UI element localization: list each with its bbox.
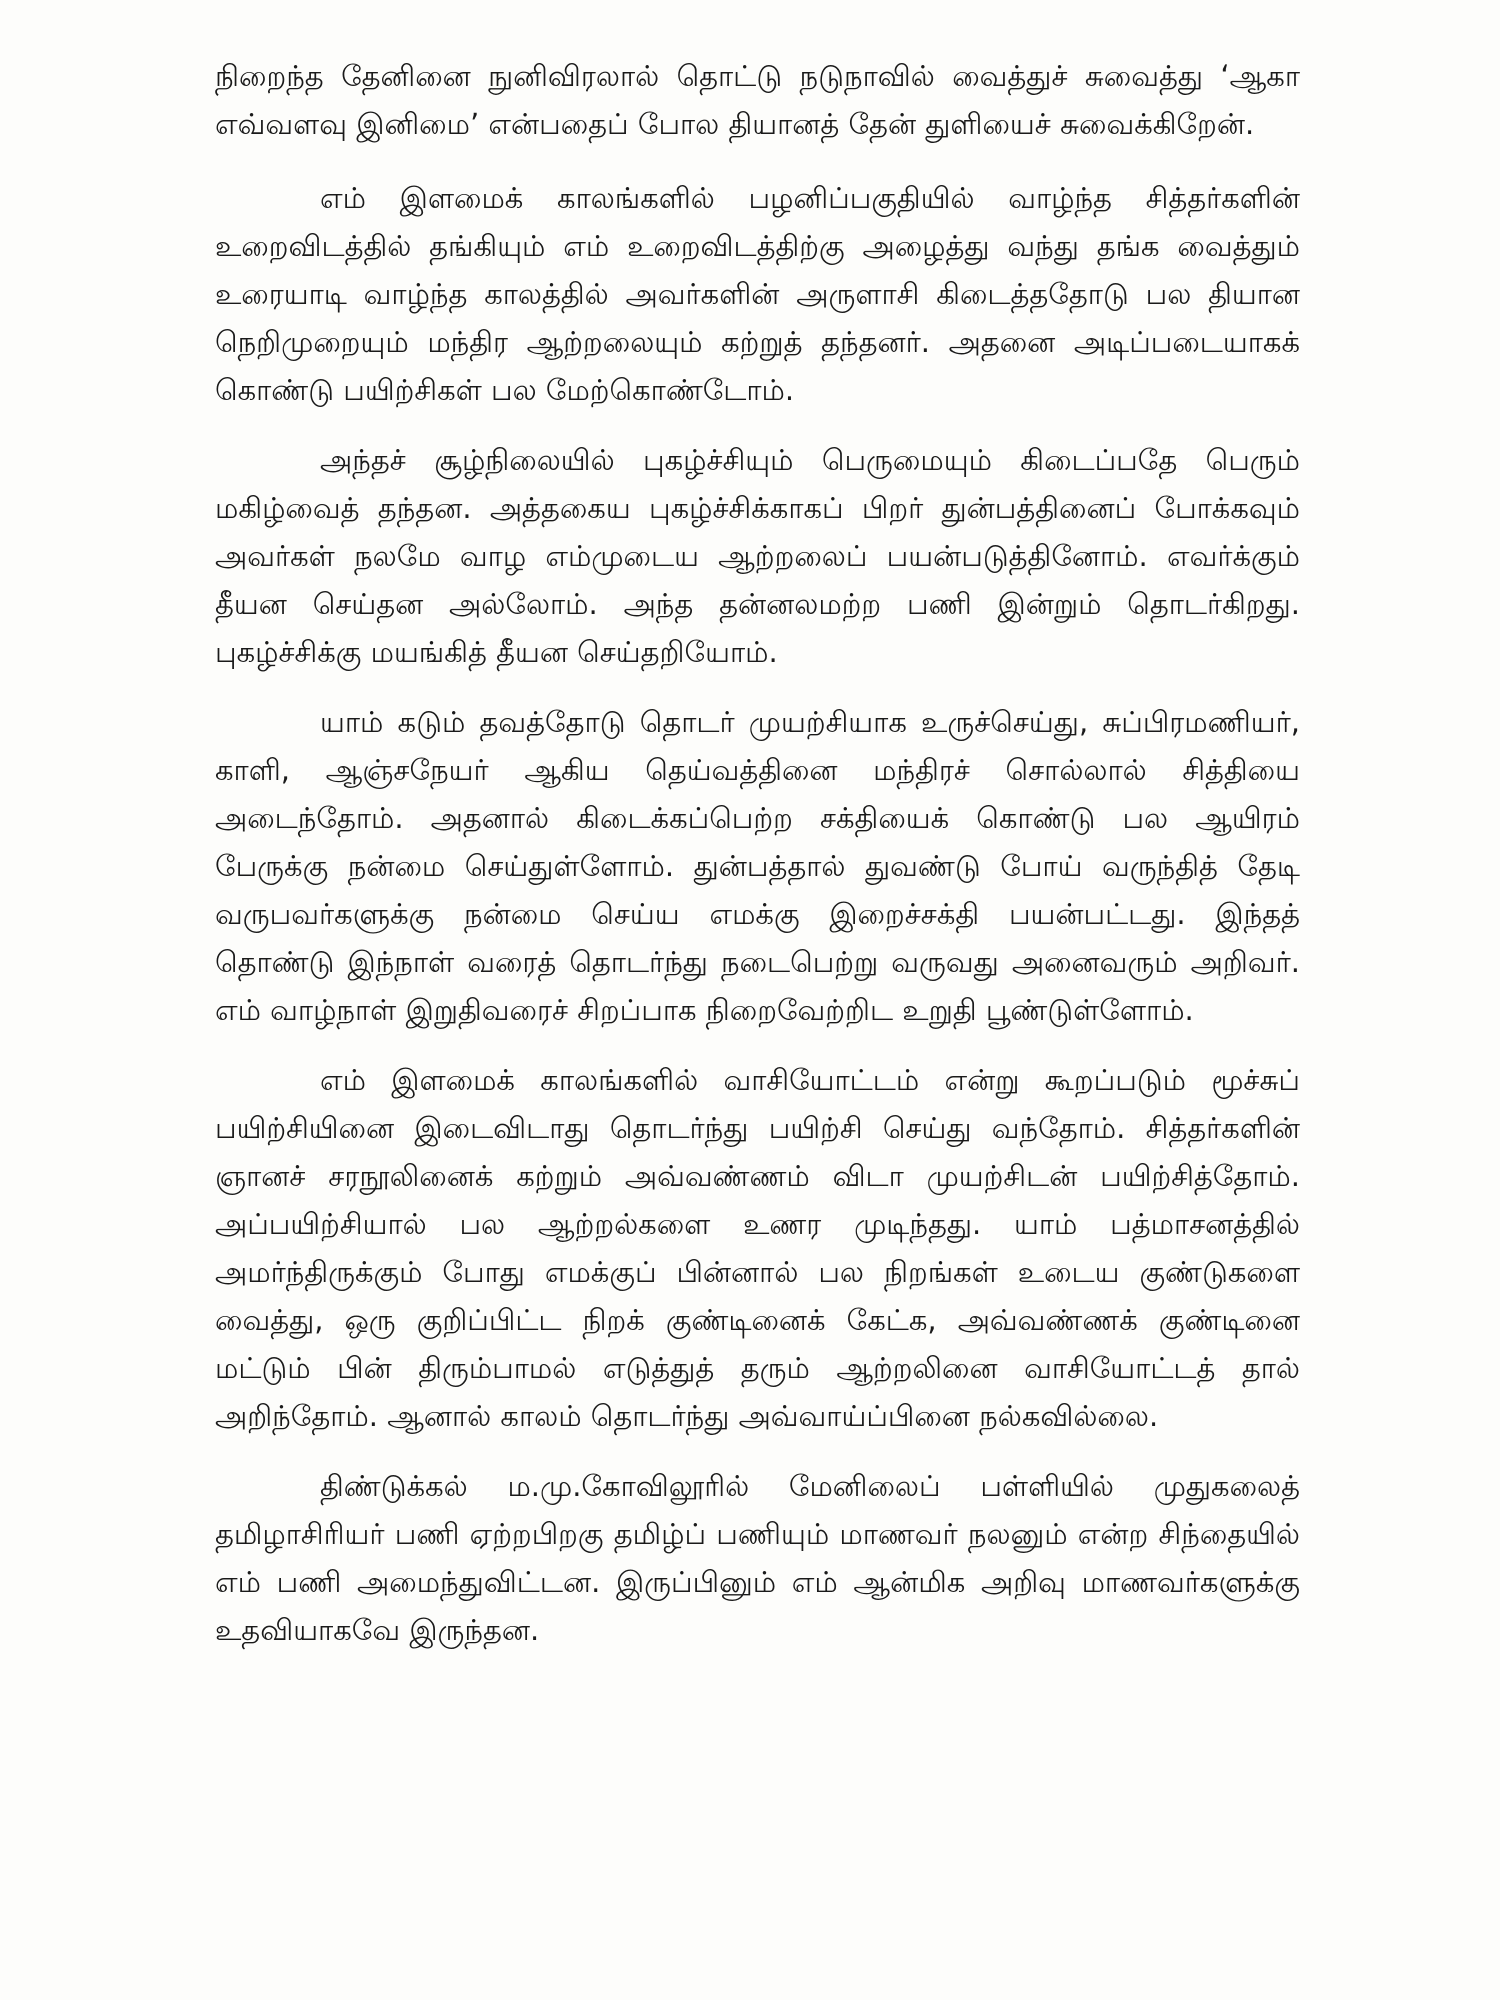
paragraph-3: அந்தச் சூழ்நிலையில் புகழ்ச்சியும் பெருமையும் கிடைப்பதே பெரும் மகிழ்வைத் தந்தன. அத்தகைய புகழ்ச்சிக்காகப் பிறர் துன்பத்தினைப் போக்கவும் அவர்கள் நலமே வாழ எம்முடைய ஆற்றலைப் பயன்படுத்தினோம். எவர்க்கும் தீயன செய்தன அல்லோம். அந்த தன்னலமற்ற பணி இன்றும் தொடர்கிறது. புகழ்ச்சிக்கு மயங்கித் தீயன செய்தறியோம். (215, 443, 1300, 669)
paragraph-6: திண்டுக்கல் ம.மு.கோவிலூரில் மேனிலைப் பள்ளியில் முதுகலைத் தமிழாசிரியர் பணி ஏற்றபிறகு தமிழ்ப் பணியும் மாணவர் நலனும் என்ற சிந்தையில் எம் பணி அமைந்துவிட்டன. இருப்பினும் எம் ஆன்மிக அறிவு மாணவர்களுக்கு உதவியாகவே இருந்தன. (215, 1469, 1300, 1647)
text-column (215, 52, 1300, 1676)
paragraph-4: யாம் கடும் தவத்தோடு தொடர் முயற்சியாக உருச்செய்து, சுப்பிரமணியர், காளி, ஆஞ்சநேயர் ஆகிய தெய்வத்தினை மந்திரச் சொல்லால் சித்தியை அடைந்தோம். அதனால் கிடைக்கப்பெற்ற சக்தியைக் கொண்டு பல ஆயிரம் பேருக்கு நன்மை செய்துள்ளோம். துன்பத்தால் துவண்டு போய் வருந்தித் தேடி வருபவர்களுக்கு நன்மை செய்ய எமக்கு இறைச்சக்தி பயன்பட்டது. இந்தத் தொண்டு இந்நாள் வரைத் தொடர்ந்து நடைபெற்று வருவது அனைவரும் அறிவர். எம் வாழ்நாள் இறுதிவரைச் சிறப்பாக நிறைவேற்றிட உறுதி பூண்டுள்ளோம். (215, 705, 1300, 1027)
paragraph-1: நிறைந்த தேனினை நுனிவிரலால் தொட்டு நடுநாவில் வைத்துச் சுவைத்து ‘ஆகா எவ்வளவு இனிமை’ என்பதைப் போல தியானத் தேன் துளியைச் சுவைக்கிறேன். (215, 59, 1300, 141)
paragraph-5: எம் இளமைக் காலங்களில் வாசியோட்டம் என்று கூறப்படும் மூச்சுப் பயிற்சியினை இடைவிடாது தொடர்ந்து பயிற்சி செய்து வந்தோம். சித்தர்களின் ஞானச் சரநூலினைக் கற்றும் அவ்வண்ணம் விடா முயற்சிடன் பயிற்சித்தோம். அப்பயிற்சியால் பல ஆற்றல்களை உணர முடிந்தது. யாம் பத்மாசனத்தில் அமர்ந்திருக்கும் போது எமக்குப் பின்னால் பல நிறங்கள் உடைய குண்டுகளை வைத்து, ஒரு குறிப்பிட்ட நிறக் குண்டினைக் கேட்க, அவ்வண்ணக் குண்டினை மட்டும் பின் திரும்பாமல் எடுத்துத் தரும் ஆற்றலினை வாசியோட்டத் தால் அறிந்தோம். ஆனால் காலம் தொடர்ந்து அவ்வாய்ப்பினை நல்கவில்லை. (215, 1063, 1300, 1433)
paragraph-2: எம் இளமைக் காலங்களில் பழனிப்பகுதியில் வாழ்ந்த சித்தர்களின் உறைவிடத்தில் தங்கியும் எம் உறைவிடத்திற்கு அழைத்து வந்து தங்க வைத்தும் உரையாடி வாழ்ந்த காலத்தில் அவர்களின் அருளாசி கிடைத்ததோடு பல தியான நெறிமுறையும் மந்திர ஆற்றலையும் கற்றுத் தந்தனர். அதனை அடிப்படையாகக் கொண்டு பயிற்சிகள் பல மேற்கொண்டோம். (215, 181, 1300, 407)
